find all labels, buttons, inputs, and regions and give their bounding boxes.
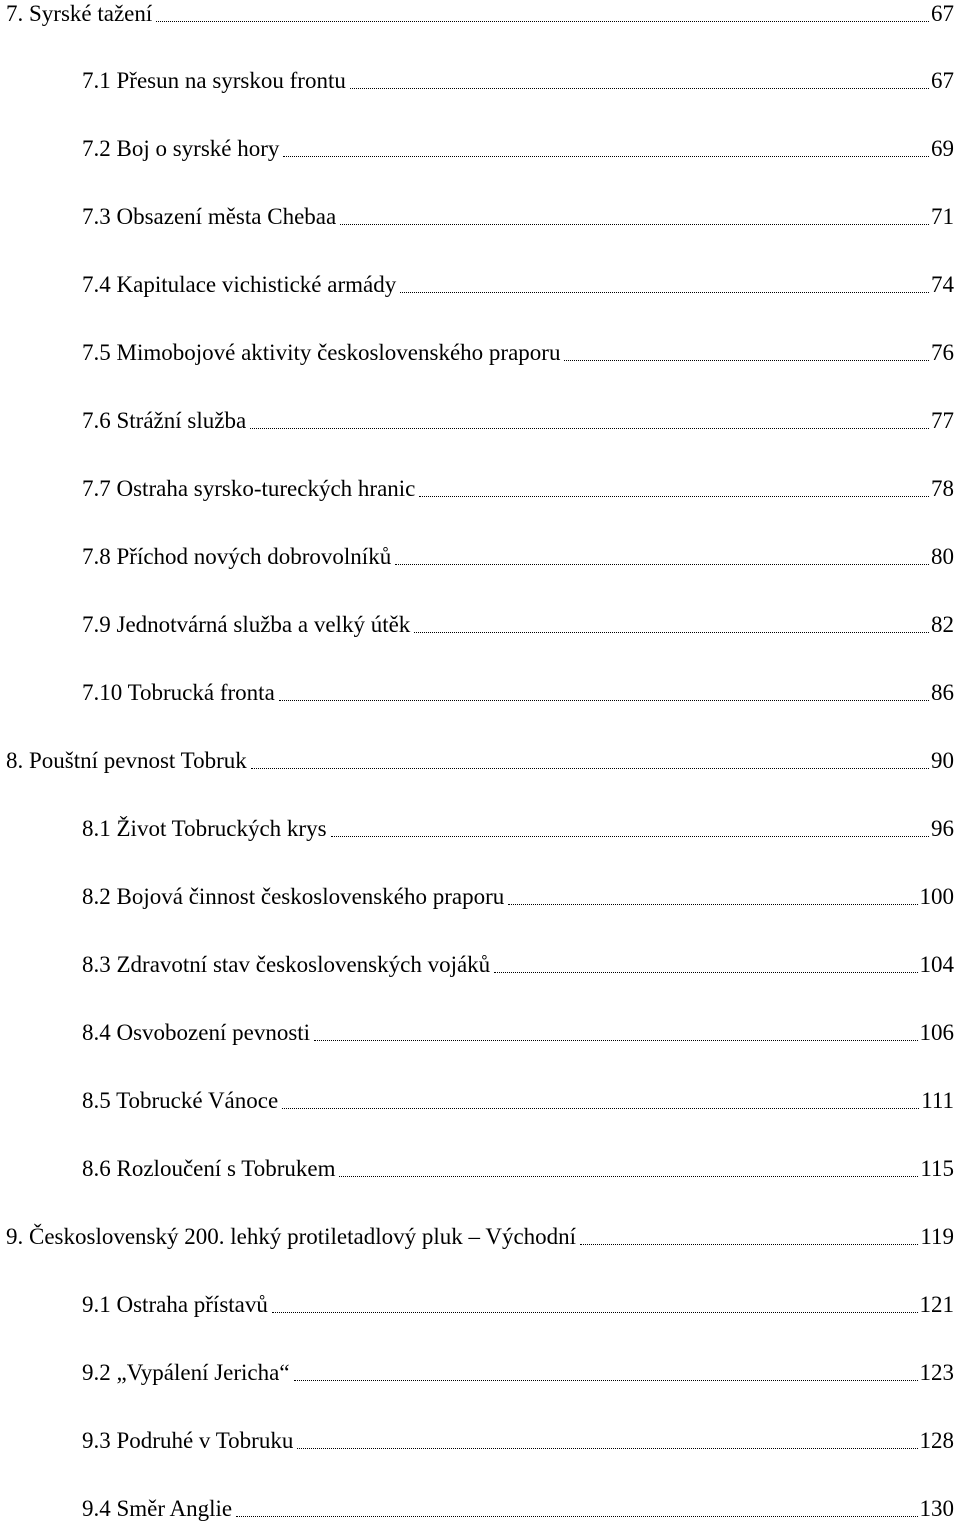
- toc-page-number: 106: [919, 1020, 954, 1045]
- toc-entry: [82, 1019, 954, 1047]
- toc-entry-title: 9.3 Podruhé v Tobruku: [82, 1428, 294, 1453]
- toc-dot-leader: [156, 0, 929, 28]
- toc-entry-title: 7.8 Příchod nových dobrovolníků: [82, 544, 392, 569]
- toc-entry: [82, 1087, 954, 1115]
- toc-page-number: 82: [931, 612, 954, 637]
- toc-page-number: 130: [919, 1496, 954, 1521]
- toc-entry: [6, 747, 954, 775]
- toc-entry-title: 9.1 Ostraha přístavů: [82, 1292, 268, 1317]
- toc-entry-title: 8.3 Zdravotní stav československých vojáků: [82, 952, 491, 977]
- toc-entry: [82, 1359, 954, 1387]
- toc-entry: [82, 339, 954, 367]
- toc-dot-leader: [279, 679, 929, 707]
- toc-dot-leader: [272, 1291, 918, 1319]
- toc-entry: [82, 203, 954, 231]
- toc-entry-title: 7.10 Tobrucká fronta: [82, 680, 275, 705]
- toc-entry: [82, 1155, 954, 1183]
- toc-entry-title: 8.6 Rozloučení s Tobrukem: [82, 1156, 336, 1181]
- toc-entry: [82, 1495, 954, 1523]
- toc-dot-leader: [314, 1019, 917, 1047]
- toc-entry-title: 9.2 „Vypálení Jericha“: [82, 1360, 290, 1385]
- toc-entry: [82, 883, 954, 911]
- toc-entry-title: 7.3 Obsazení města Chebaa: [82, 204, 337, 229]
- toc-entry: [82, 67, 954, 95]
- toc-dot-leader: [250, 407, 929, 435]
- toc-entry-title: 9. Československý 200. lehký protiletadlový pluk – Východní: [6, 1224, 577, 1249]
- toc-entry-title: 9.4 Směr Anglie: [82, 1496, 233, 1521]
- toc-page-number: 76: [931, 340, 954, 365]
- toc-dot-leader: [350, 67, 929, 95]
- toc-entry-title: 7.5 Mimobojové aktivity československého praporu: [82, 340, 561, 365]
- toc-page-number: 71: [931, 204, 954, 229]
- toc-dot-leader: [282, 1087, 919, 1115]
- toc-entry-title: 8.4 Osvobození pevnosti: [82, 1020, 311, 1045]
- toc-page-number: 67: [931, 68, 954, 93]
- toc-page-number: 77: [931, 408, 954, 433]
- toc-page-number: 80: [931, 544, 954, 569]
- toc-dot-leader: [419, 475, 929, 503]
- toc-entry-title: 7. Syrské tažení: [6, 1, 153, 26]
- toc-entry: [82, 1427, 954, 1455]
- toc-entry: [82, 951, 954, 979]
- toc-entry: [6, 0, 954, 28]
- toc-entry: [6, 1223, 954, 1251]
- toc-dot-leader: [294, 1359, 918, 1387]
- toc-dot-leader: [340, 203, 929, 231]
- toc-page-number: 111: [921, 1088, 954, 1113]
- toc-dot-leader: [339, 1155, 918, 1183]
- toc-page-number: 96: [931, 816, 954, 841]
- toc-page-number: 67: [931, 1, 954, 26]
- toc-page-number: 90: [931, 748, 954, 773]
- toc-page-number: 115: [920, 1156, 954, 1181]
- toc-page-number: 78: [931, 476, 954, 501]
- toc-dot-leader: [251, 747, 929, 775]
- toc-entry-title: 7.9 Jednotvárná služba a velký útěk: [82, 612, 411, 637]
- toc-page-number: 128: [919, 1428, 954, 1453]
- toc-dot-leader: [414, 611, 929, 639]
- toc-page-number: 121: [919, 1292, 954, 1317]
- toc-entry: [82, 679, 954, 707]
- toc-entry-title: 7.6 Strážní služba: [82, 408, 247, 433]
- toc-dot-leader: [331, 815, 929, 843]
- toc-page-number: 86: [931, 680, 954, 705]
- toc-entry: [82, 271, 954, 299]
- toc-page-number: 123: [919, 1360, 954, 1385]
- toc-entry: [82, 543, 954, 571]
- toc-dot-leader: [494, 951, 917, 979]
- toc-page-number: 104: [919, 952, 954, 977]
- toc-dot-leader: [283, 135, 929, 163]
- toc-entry-title: 8.2 Bojová činnost československého praporu: [82, 884, 505, 909]
- toc-page-number: 69: [931, 136, 954, 161]
- toc-entry-title: 7.1 Přesun na syrskou frontu: [82, 68, 346, 93]
- toc-entry: [82, 407, 954, 435]
- toc-dot-leader: [564, 339, 929, 367]
- toc-dot-leader: [236, 1495, 917, 1523]
- toc-entry-title: 7.2 Boj o syrské hory: [82, 136, 280, 161]
- toc-entry-title: 8.5 Tobrucké Vánoce: [82, 1088, 279, 1113]
- toc-page-number: 74: [931, 272, 954, 297]
- toc-entry: [82, 611, 954, 639]
- toc-dot-leader: [395, 543, 929, 571]
- toc-page-number: 119: [920, 1224, 954, 1249]
- toc-entry: [82, 475, 954, 503]
- toc-entry: [82, 1291, 954, 1319]
- toc-page-number: 100: [919, 884, 954, 909]
- toc-entry-title: 8.1 Život Tobruckých krys: [82, 816, 327, 841]
- toc-dot-leader: [297, 1427, 917, 1455]
- toc-entry: [82, 815, 954, 843]
- toc-dot-leader: [508, 883, 917, 911]
- toc-entry-title: 7.7 Ostraha syrsko-tureckých hranic: [82, 476, 416, 501]
- toc-dot-leader: [400, 271, 929, 299]
- toc-entry: [82, 135, 954, 163]
- toc-entry-title: 8. Pouštní pevnost Tobruk: [6, 748, 247, 773]
- toc-dot-leader: [580, 1223, 918, 1251]
- toc-entry-title: 7.4 Kapitulace vichistické armády: [82, 272, 397, 297]
